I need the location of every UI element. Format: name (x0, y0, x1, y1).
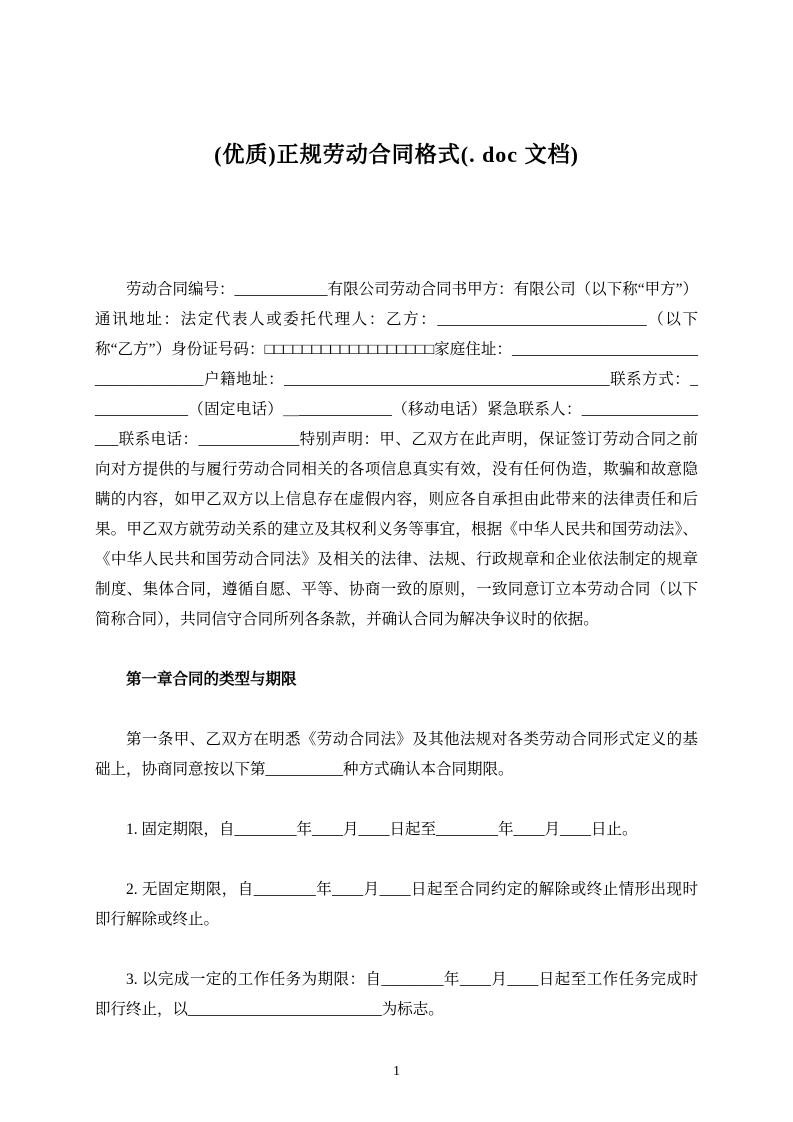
document-body (95, 275, 698, 1025)
clause-item-3: 3. 以完成一定的工作任务为期限：自________年____月____日起至工作任务完成时即行终止，以_________________________为标志。 (95, 971, 698, 1018)
chapter-heading: 第一章合同的类型与期限 (126, 671, 297, 688)
clause-item-2: 2. 无固定期限，自________年____月____日起至合同约定的解除或终止情形出现时即行解除或终止。 (95, 881, 698, 928)
clause-intro-paragraph: 第一条甲、乙双方在明悉《劳动合同法》及其他法规对各类劳动合同形式定义的基础上，协商同意按以下第__________种方式确认本合同期限。 (95, 731, 698, 778)
clause-item-1: 1. 固定期限，自________年____月____日起至________年____月____日止。 (126, 821, 638, 838)
page-number: 1 (393, 1064, 400, 1079)
intro-paragraph: 劳动合同编号：____________有限公司劳动合同书甲方：有限公司（以下称“甲方”）通讯地址：法定代表人或委托代理人：乙方：___________________________（以下称“乙方”）身份证号码：□□□□□□□□□□□□□□□□□□家庭住址：______________________________________户籍地址：__________________________________________联系方式：_____________（固定电话）＿____________（移动电话）紧急联系人：__________________联系电话：_____________特别声明：甲、乙双方在此声明，保证签订劳动合同之前向对方提供的与履行劳动合同相关的各项信息真实有效，没有任何伪造，欺骗和故意隐瞒的内容，如甲乙双方以上信息存在虚假内容，则应各自承担由此带来的法律责任和后果。甲乙双方就劳动关系的建立及其权利义务等事宜，根据《中华人民共和国劳动法》、《中华人民共和国劳动合同法》及相关的法律、法规、行政规章和企业依法制定的规章制度、集体合同，遵循自愿、平等、协商一致的原则，一致同意订立本劳动合同（以下简称合同），共同信守合同所列各条款，并确认合同为解决争议时的依据。 (95, 281, 698, 628)
document-title: (优质)正规劳动合同格式(. doc 文档) (214, 142, 579, 167)
